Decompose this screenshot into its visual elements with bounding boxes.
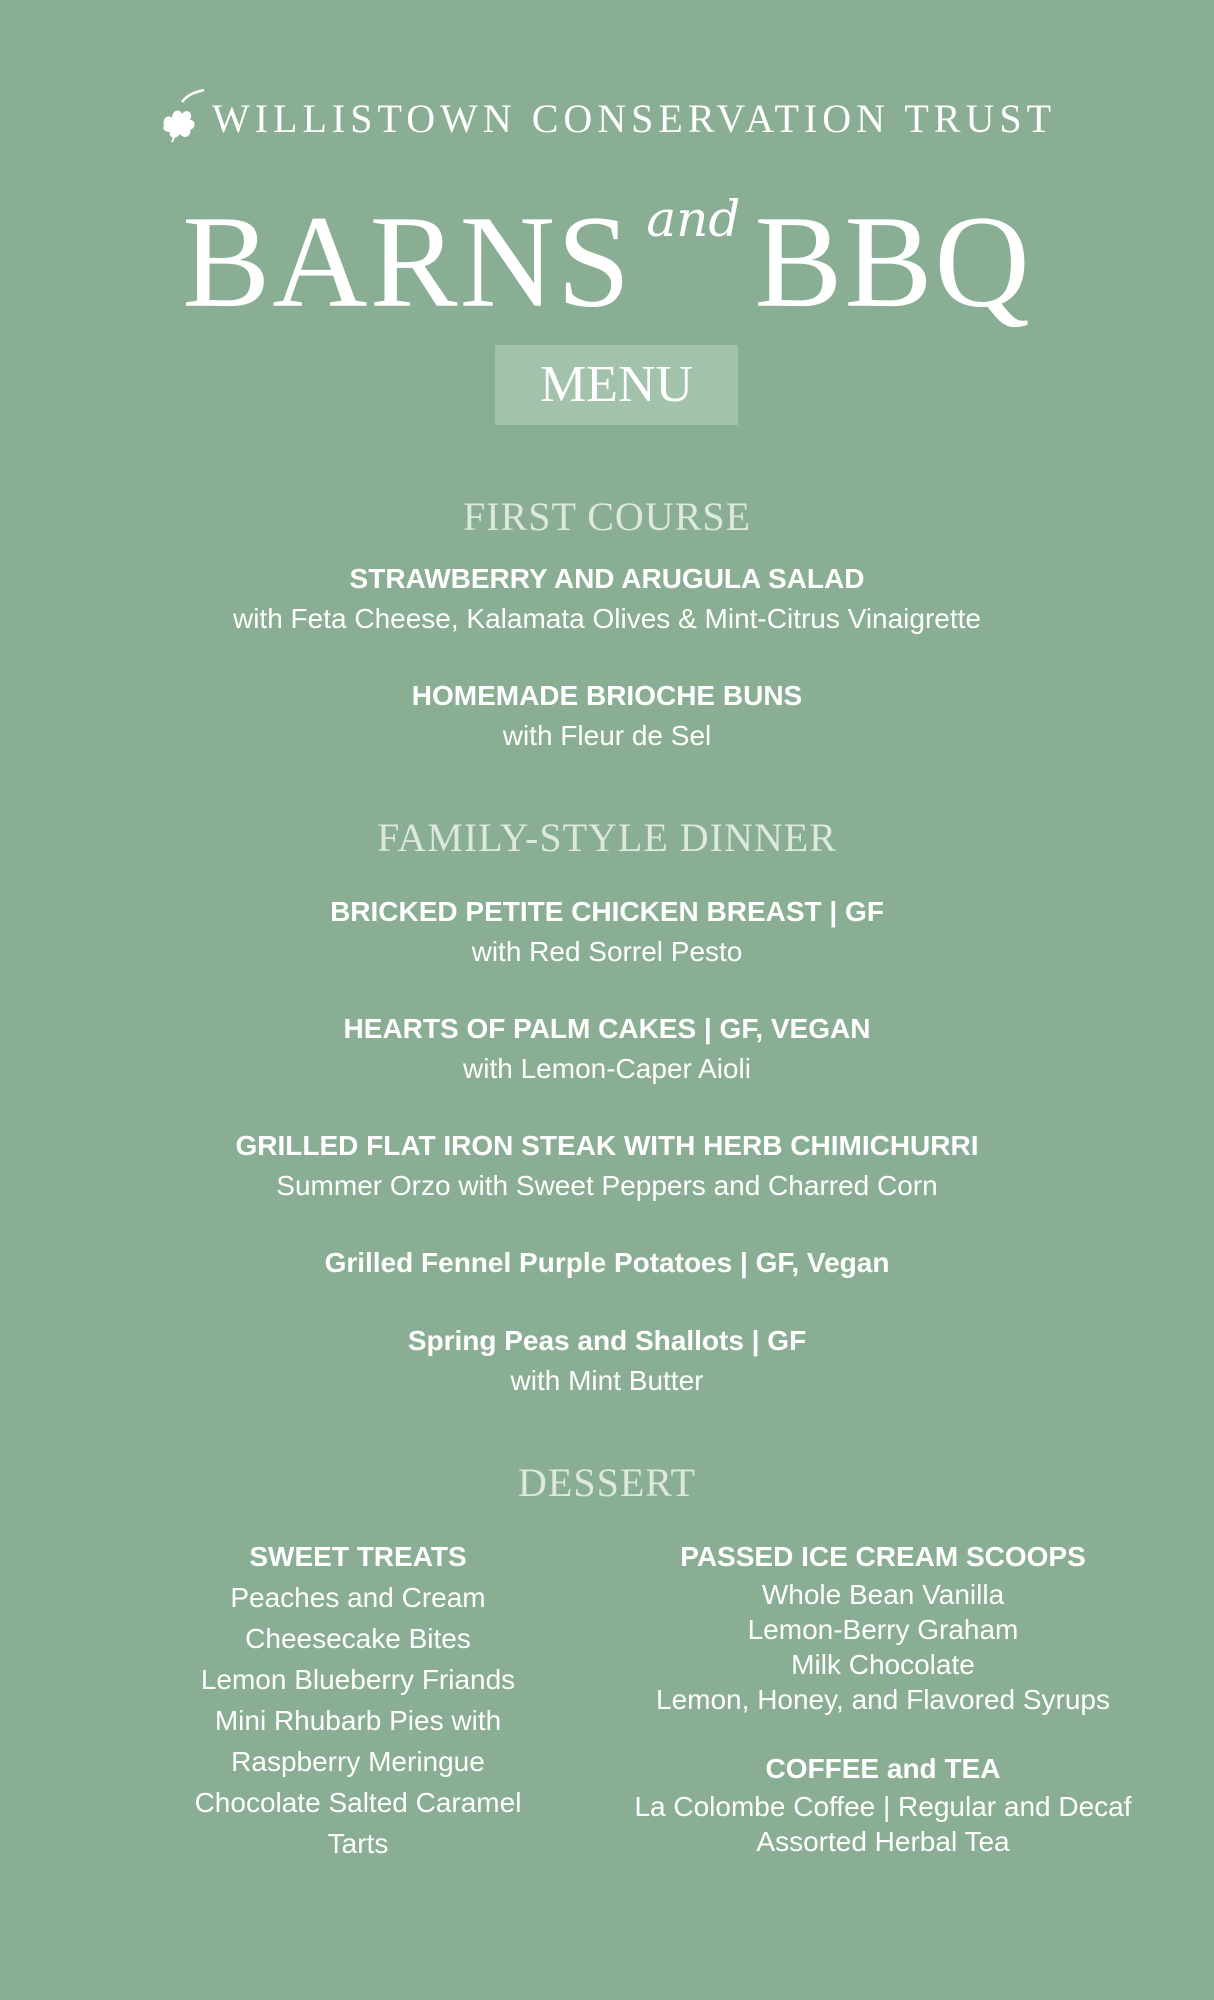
list-item: Peaches and Cream [230, 1582, 486, 1613]
item-description: with Fleur de Sel [502, 720, 712, 751]
list-item: La Colombe Coffee | Regular and Decaf [634, 1791, 1132, 1822]
organization-header [0, 88, 1214, 146]
first-course-heading: FIRST COURSE [462, 494, 751, 539]
menu-label: MENU [539, 356, 694, 413]
item-name: GRILLED FLAT IRON STEAK WITH HERB CHIMICHURRI [235, 1130, 979, 1161]
menu-item [0, 892, 1214, 972]
item-name: HOMEMADE BRIOCHE BUNS [411, 680, 803, 711]
list-item: Chocolate Salted Caramel [194, 1787, 522, 1818]
menu-item [0, 1243, 1214, 1283]
menu-item [0, 676, 1214, 756]
leaf-logo-icon [158, 88, 208, 146]
list-item: Raspberry Meringue [231, 1746, 485, 1777]
list-item: Lemon, Honey, and Flavored Syrups [656, 1684, 1110, 1715]
ice-cream-coffee-column [598, 1537, 1168, 1859]
list-item: Tarts [327, 1828, 389, 1859]
organization-name: WILLISTOWN CONSERVATION TRUST [211, 96, 1057, 141]
title-and: and [646, 190, 741, 248]
item-description: with Feta Cheese, Kalamata Olives & Mint-Citrus Vinaigrette [232, 603, 981, 634]
menu-item [0, 1126, 1214, 1206]
item-name: BRICKED PETITE CHICKEN BREAST | GF [330, 896, 884, 927]
ice-cream-title: PASSED ICE CREAM SCOOPS [680, 1541, 1086, 1572]
menu-label-box [495, 345, 738, 425]
dessert-heading: DESSERT [518, 1460, 696, 1505]
title-barns: BARNS [182, 187, 633, 335]
menu-item [0, 1321, 1214, 1401]
item-description: with Mint Butter [510, 1365, 704, 1396]
item-name: Grilled Fennel Purple Potatoes | GF, Vegan [324, 1247, 890, 1278]
coffee-tea-title: COFFEE and TEA [765, 1753, 1001, 1784]
event-title [0, 187, 1214, 335]
item-name: Spring Peas and Shallots | GF [407, 1325, 807, 1356]
list-item: Lemon Blueberry Friands [200, 1664, 516, 1695]
item-description: with Lemon-Caper Aioli [463, 1053, 751, 1084]
list-item: Mini Rhubarb Pies with [214, 1705, 502, 1736]
sweet-treats-column [158, 1537, 558, 1864]
menu-item [0, 1009, 1214, 1089]
item-description: Summer Orzo with Sweet Peppers and Charred Corn [276, 1170, 938, 1201]
list-item: Whole Bean Vanilla [761, 1579, 1005, 1610]
item-name: HEARTS OF PALM CAKES | GF, VEGAN [343, 1013, 871, 1044]
sweet-treats-title: SWEET TREATS [249, 1541, 467, 1572]
list-item: Milk Chocolate [791, 1649, 975, 1680]
menu-item [0, 559, 1214, 639]
dinner-heading: FAMILY-STYLE DINNER [377, 815, 837, 860]
list-item: Lemon-Berry Graham [747, 1614, 1019, 1645]
title-bbq: BBQ [754, 187, 1032, 335]
list-item: Cheesecake Bites [245, 1623, 471, 1654]
item-description: with Red Sorrel Pesto [471, 936, 743, 967]
list-item: Assorted Herbal Tea [756, 1826, 1010, 1857]
item-name: STRAWBERRY AND ARUGULA SALAD [349, 563, 865, 594]
